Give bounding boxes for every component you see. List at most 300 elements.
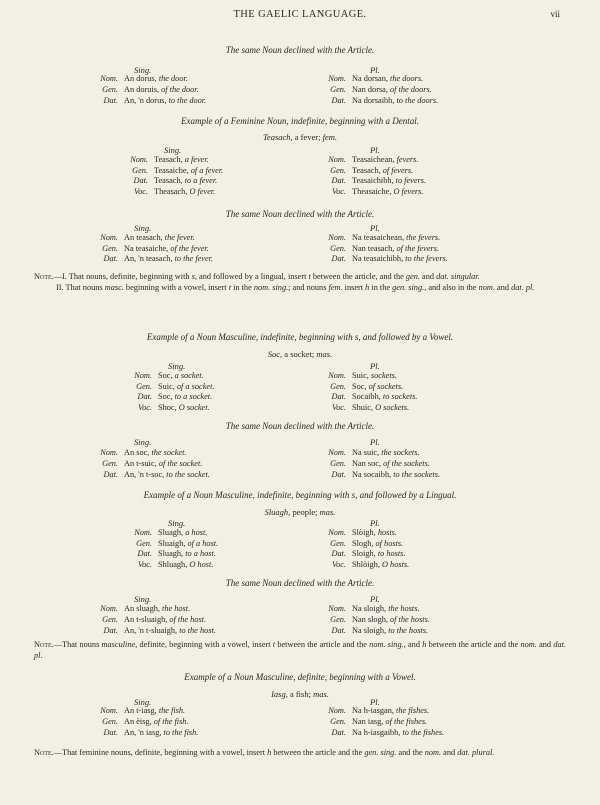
case-label: Nom. (328, 155, 346, 164)
translation: to fevers. (395, 176, 427, 185)
section-heading: The same Noun declined with the Article. (225, 45, 375, 55)
note-text: t (272, 640, 276, 649)
noun-gender: mas. (319, 507, 336, 517)
gaelic-form: Soc, (158, 392, 173, 401)
gaelic-form: Nan dorsa, (352, 85, 388, 94)
gaelic-form: Na socaibh, (352, 470, 392, 479)
translation: to the fever. (174, 254, 214, 263)
section-subtitle (0, 508, 600, 517)
translation: to the host. (179, 626, 216, 635)
noun-gender: mas. (316, 349, 333, 359)
case-label: Gen. (102, 243, 118, 253)
case-label: Gen. (102, 85, 118, 94)
note-text: —I. That nouns, definite, beginning with (53, 272, 192, 281)
declension-plural (318, 471, 440, 479)
case-label: Gen. (102, 717, 118, 726)
translation: of sockets. (368, 381, 404, 391)
declension-singular (124, 393, 212, 401)
declension-plural (318, 404, 409, 412)
note-3 (34, 748, 566, 759)
translation: to hosts. (377, 549, 406, 558)
translation: of the door. (161, 85, 199, 94)
case-label: Nom. (100, 233, 118, 242)
gaelic-form: An, 'n dorus, (124, 96, 167, 105)
case-label: Nom. (328, 706, 346, 715)
note-text: gen. sing. (392, 282, 425, 292)
declension-singular (90, 255, 213, 263)
declension-plural (318, 372, 397, 380)
note-text: between the article and the (271, 748, 365, 757)
section-heading: The same Noun declined with the Article. (225, 578, 375, 588)
translation: of the fishes. (385, 717, 428, 726)
declension-plural (318, 97, 438, 105)
declension-plural (318, 177, 426, 185)
declension-plural (318, 393, 417, 401)
note-2 (34, 640, 566, 661)
note-text: t (308, 272, 311, 281)
gaelic-form: An t-iasg, (124, 706, 157, 715)
translation: the doors. (390, 74, 424, 83)
note-text: between the article, and the (310, 272, 406, 281)
translation: of the host. (169, 615, 207, 624)
case-label: Dat. (331, 470, 346, 479)
noun-word: Sluagh, (264, 507, 291, 517)
translation: the hosts. (388, 604, 420, 613)
declension-plural (318, 561, 409, 569)
translation: to a host. (185, 549, 216, 558)
gaelic-form: Nan iasg, (352, 717, 384, 726)
translation: of the fevers. (396, 243, 440, 253)
translation: O sockets. (375, 402, 410, 412)
declension-singular (90, 245, 209, 253)
case-label: Gen. (330, 85, 346, 94)
case-label: Gen. (102, 459, 118, 468)
gaelic-form: Socaibh, (352, 392, 381, 401)
translation: of hosts. (375, 538, 404, 548)
translation: O fevers. (393, 186, 424, 196)
gaelic-form: Na sloigh, (352, 626, 387, 635)
translation: the fever. (164, 233, 195, 242)
noun-word: Teasach, (262, 132, 293, 142)
declension-singular (90, 75, 188, 83)
singular-label: Sing. (134, 594, 152, 604)
declension-plural (318, 460, 430, 468)
declension-plural (318, 540, 403, 548)
case-label: Gen. (330, 381, 346, 391)
gaelic-form: An èisg, (124, 717, 152, 726)
gaelic-form: Sluagh, (158, 528, 184, 537)
case-label: Gen. (136, 538, 152, 548)
singular-label: Sing. (168, 518, 186, 528)
gaelic-form: Sluagh, (158, 549, 184, 558)
gaelic-form: Na h-iasgan, (352, 706, 394, 715)
note-text: and (494, 282, 512, 292)
note-text: between the article and the (275, 640, 370, 649)
singular-label: Sing. (164, 145, 182, 155)
translation: sockets. (370, 371, 397, 380)
declension-plural (318, 167, 413, 175)
translation: the fishes. (396, 706, 430, 715)
gaelic-form: Slogh, (352, 538, 374, 548)
declension-singular (124, 383, 214, 391)
note-text: and (419, 272, 437, 281)
translation: of a fever. (190, 165, 224, 175)
case-label: Nom. (130, 155, 148, 164)
section-subtitle (0, 690, 600, 699)
gaelic-form: An dorus, (124, 74, 157, 83)
case-label: Gen. (330, 615, 346, 624)
note-text: nom. (478, 282, 495, 292)
case-label: Nom. (328, 448, 346, 457)
note-text: II. That nouns (56, 282, 105, 292)
declension-plural (318, 156, 418, 164)
case-label: Dat. (103, 254, 118, 263)
translation: a fever. (184, 155, 209, 164)
case-label: Nom. (100, 74, 118, 83)
case-label: Dat. (331, 176, 346, 185)
noun-gloss: a fish; (289, 689, 311, 699)
gaelic-form: Theasaiche, (352, 186, 392, 196)
declension-singular (90, 616, 206, 624)
case-label: Nom. (100, 706, 118, 715)
declension-plural (318, 383, 403, 391)
plural-label: Pl. (370, 145, 380, 155)
case-label: Voc. (137, 402, 152, 412)
case-label: Dat. (137, 392, 152, 401)
declension-singular (90, 729, 198, 737)
translation: a host. (185, 528, 208, 537)
declension-singular (124, 550, 216, 558)
gaelic-form: An, 'n teasach, (124, 254, 173, 263)
declension-singular (90, 605, 190, 613)
note-text: s (191, 272, 195, 281)
case-label: Nom. (100, 448, 118, 457)
case-label: Nom. (100, 604, 118, 613)
gaelic-form: Shoc, (158, 402, 177, 412)
translation: of a host. (187, 538, 219, 548)
note-text: in the (369, 282, 393, 292)
note-text: —That nouns (53, 640, 102, 649)
case-label: Voc. (331, 186, 346, 196)
case-label: Dat. (331, 626, 346, 635)
gaelic-form: Na teasaichean, (352, 233, 405, 242)
case-label: Gen. (102, 615, 118, 624)
gaelic-form: Na dorsan, (352, 74, 388, 83)
note-text: , definite, beginning with a vowel, insert (135, 640, 273, 649)
note-label: Note. (34, 272, 54, 281)
declension-singular (124, 561, 213, 569)
note-text: h (267, 748, 272, 757)
case-label: Dat. (331, 549, 346, 558)
declension-singular (90, 471, 210, 479)
section-heading: Example of a Noun Masculine, indefinite, beginning with s, and followed by a Lingual. (143, 490, 457, 500)
translation: to the fevers. (405, 254, 448, 263)
gaelic-form: Nan slogh, (352, 615, 388, 624)
section-heading: Example of a Noun Masculine, indefinite, beginning with s, and followed by a Vowel. (146, 332, 454, 342)
declension-singular (90, 718, 189, 726)
translation: to a fever. (184, 176, 218, 185)
note-text: beginning with a vowel, insert (123, 282, 229, 292)
gaelic-form: An t-suic, (124, 459, 157, 468)
note-text: fem. (328, 282, 343, 292)
declension-plural (318, 605, 420, 613)
case-label: Voc. (331, 402, 346, 412)
gaelic-form: An, 'n t-sluaigh, (124, 626, 178, 635)
case-label: Dat. (103, 626, 118, 635)
plural-label: Pl. (370, 594, 380, 604)
note-text: nom. (520, 640, 537, 649)
gaelic-form: Nan soc, (352, 459, 382, 468)
note-text: dat. pl. (34, 640, 566, 660)
gaelic-form: Teasaiche, (154, 165, 189, 175)
plural-label: Pl. (370, 361, 380, 371)
translation: O fever. (189, 186, 216, 196)
translation: to the doors. (396, 96, 439, 105)
translation: to the fish. (163, 728, 199, 737)
case-label: Nom. (134, 528, 152, 537)
gaelic-form: Sloigh, (352, 549, 376, 558)
translation: O socket. (178, 402, 210, 412)
translation: O hosts. (381, 559, 410, 569)
gaelic-form: Teasaichean, (352, 155, 395, 164)
declension-singular (124, 404, 210, 412)
note-text: masculine (101, 640, 136, 649)
section-heading: The same Noun declined with the Article. (225, 209, 375, 219)
translation: a socket. (174, 371, 204, 380)
case-label: Dat. (133, 176, 148, 185)
declension-singular (120, 177, 217, 185)
gaelic-form: Teasach, (352, 165, 381, 175)
declension-singular (90, 449, 186, 457)
declension-plural (318, 86, 432, 94)
case-label: Dat. (331, 728, 346, 737)
note-text: and the (396, 748, 425, 757)
gaelic-form: An teasach, (124, 233, 163, 242)
gaelic-form: Na suic, (352, 448, 380, 457)
case-label: Gen. (330, 243, 346, 253)
case-label: Gen. (330, 165, 346, 175)
declension-singular (90, 97, 206, 105)
note-text: —That feminine nouns, definite, beginning with a vowel, insert (53, 748, 268, 757)
singular-label: Sing. (168, 361, 186, 371)
translation: the socket. (151, 448, 187, 457)
translation: of fevers. (382, 165, 414, 175)
gaelic-form: Theasach, (154, 186, 188, 196)
note-text: nom. sing. (369, 640, 404, 649)
translation: the fish. (158, 706, 186, 715)
declension-plural (318, 75, 423, 83)
note-text: dat. pl. (511, 282, 535, 292)
declension-plural (318, 718, 427, 726)
gaelic-form: Na teasaichibh, (352, 254, 404, 263)
singular-label: Sing. (134, 223, 152, 233)
noun-gloss: a socket; (284, 349, 315, 359)
declension-plural (318, 707, 429, 715)
declension-plural (318, 449, 420, 457)
case-label: Dat. (137, 549, 152, 558)
gaelic-form: Shuic, (352, 402, 373, 412)
case-label: Dat. (103, 470, 118, 479)
translation: to the sockets. (393, 470, 441, 479)
case-label: Nom. (328, 604, 346, 613)
note-text: ; and nouns (288, 282, 329, 292)
declension-singular (90, 234, 195, 242)
gaelic-form: An t-sluaigh, (124, 615, 168, 624)
declension-singular (124, 529, 207, 537)
gaelic-form: An, 'n t-soc, (124, 470, 165, 479)
translation: of the hosts. (390, 615, 430, 624)
note-text: , and (403, 640, 423, 649)
note-text: insert (342, 282, 366, 292)
singular-label: Sing. (134, 65, 152, 75)
translation: to a socket. (174, 392, 213, 401)
declension-singular (90, 707, 185, 715)
noun-word: Iasg, (271, 689, 288, 699)
declension-plural (318, 255, 448, 263)
section-heading: The same Noun declined with the Article. (225, 421, 375, 431)
declension-singular (124, 372, 204, 380)
case-label: Gen. (136, 381, 152, 391)
translation: of the doors. (390, 85, 432, 94)
translation: of the sockets. (383, 459, 430, 468)
gaelic-form: An sluagh, (124, 604, 160, 613)
translation: the sockets. (381, 448, 420, 457)
case-label: Nom. (328, 233, 346, 242)
gaelic-form: Na h-iasgaibh, (352, 728, 401, 737)
noun-gloss: people; (292, 507, 318, 517)
gaelic-form: Soc, (158, 371, 173, 380)
plural-label: Pl. (370, 518, 380, 528)
declension-singular (90, 86, 199, 94)
gaelic-form: Slòigh, (352, 528, 376, 537)
declension-plural (318, 627, 428, 635)
note-text: and (441, 748, 458, 757)
noun-gender: fem. (322, 132, 338, 142)
running-head: THE GAELIC LANGUAGE. (233, 9, 367, 20)
gaelic-form: Shlòigh, (352, 559, 380, 569)
case-label: Nom. (328, 74, 346, 83)
declension-plural (318, 245, 439, 253)
translation: to the door. (168, 96, 207, 105)
case-label: Dat. (103, 728, 118, 737)
note-label: Note. (34, 748, 54, 757)
case-label: Dat. (103, 96, 118, 105)
declension-plural (318, 729, 444, 737)
gaelic-form: Na dorsaibh, (352, 96, 395, 105)
declension-plural (318, 616, 430, 624)
noun-word: Soc, (267, 349, 283, 359)
case-label: Gen. (330, 459, 346, 468)
case-label: Voc. (137, 559, 152, 569)
gaelic-form: Nan teasach, (352, 243, 395, 253)
gaelic-form: Teasach, (154, 155, 183, 164)
noun-gender: mas. (313, 689, 329, 699)
declension-singular (120, 167, 223, 175)
note-label: Note. (34, 640, 54, 649)
note-text: masc. (104, 282, 124, 292)
translation: of a socket. (176, 381, 215, 391)
plural-label: Pl. (370, 697, 380, 707)
translation: to sockets. (382, 392, 418, 401)
gaelic-form: An doruis, (124, 85, 160, 94)
declension-singular (90, 460, 202, 468)
translation: to the socket. (166, 470, 210, 479)
singular-label: Sing. (134, 437, 152, 447)
plural-label: Pl. (370, 437, 380, 447)
gaelic-form: Soc, (352, 381, 367, 391)
singular-label: Sing. (134, 697, 152, 707)
case-label: Nom. (328, 371, 346, 380)
translation: to the hosts. (388, 626, 429, 635)
declension-plural (318, 234, 440, 242)
case-label: Nom. (134, 371, 152, 380)
note-text: dat. singular. (436, 272, 480, 281)
gaelic-form: Suic, (158, 381, 175, 391)
translation: the door. (158, 74, 188, 83)
note-text: in the (231, 282, 254, 292)
translation: of the fish. (153, 717, 189, 726)
section-subtitle (0, 350, 600, 359)
note-1 (34, 272, 566, 293)
declension-plural (318, 529, 397, 537)
gaelic-form: Teasach, (154, 176, 183, 185)
note-text: dat. plural. (457, 748, 495, 757)
translation: fevers. (396, 155, 419, 164)
translation: the host. (162, 604, 191, 613)
case-label: Dat. (331, 96, 346, 105)
note-text: and (536, 640, 554, 649)
page-number: vii (550, 9, 560, 19)
declension-singular (90, 627, 216, 635)
case-label: Voc. (331, 559, 346, 569)
translation: of the fever. (170, 243, 209, 253)
case-label: Gen. (132, 165, 148, 175)
case-label: Gen. (330, 538, 346, 548)
noun-gloss: a fever; (294, 132, 321, 142)
case-label: Nom. (328, 528, 346, 537)
note-text: between the article and the (426, 640, 521, 649)
gaelic-form: Shluagh, (158, 559, 188, 569)
declension-singular (120, 188, 215, 196)
gaelic-form: An, 'n iasg, (124, 728, 162, 737)
note-text: , and followed by a lingual, insert (194, 272, 309, 281)
note-text: , and also in the (424, 282, 479, 292)
section-subtitle (0, 133, 600, 142)
section-heading: Example of a Noun Masculine, definite, beginning with a Vowel. (184, 672, 416, 682)
note-text: t (228, 282, 232, 292)
gaelic-form: Na teasaiche, (124, 243, 169, 253)
plural-label: Pl. (370, 65, 380, 75)
translation: the fevers. (406, 233, 441, 242)
case-label: Voc. (133, 186, 148, 196)
declension-singular (124, 540, 218, 548)
note-text: nom. sing. (253, 282, 289, 292)
gaelic-form: Na sloigh, (352, 604, 387, 613)
translation: of the socket. (158, 459, 203, 468)
note-text: gen. (405, 272, 420, 281)
case-label: Gen. (330, 717, 346, 726)
translation: O host. (189, 559, 214, 569)
note-text: gen. sing. (364, 748, 397, 757)
translation: to the fishes. (402, 728, 445, 737)
declension-singular (120, 156, 209, 164)
case-label: Dat. (331, 254, 346, 263)
note-text: nom. (424, 748, 442, 757)
section-heading: Example of a Feminine Noun, indefinite, beginning with a Dental. (181, 116, 419, 126)
case-label: Dat. (331, 392, 346, 401)
note-text: h (422, 640, 427, 649)
plural-label: Pl. (370, 223, 380, 233)
